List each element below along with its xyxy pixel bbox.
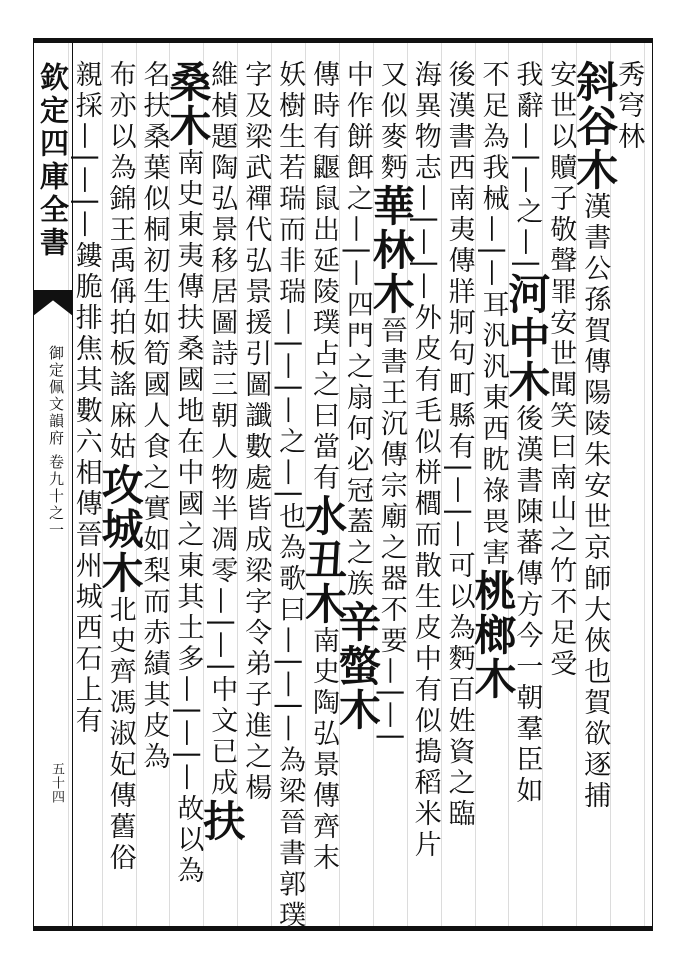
entry-text: 晉書王沉傳宗廟之器不要—|—| (375, 316, 407, 746)
entry-text: 字及梁武禪代弘景援引圖讖數處皆成梁字令弟子進之楊 (240, 60, 272, 804)
entry-text: 林 (613, 122, 645, 153)
page-number: 五十四 (49, 762, 64, 804)
column-rule (508, 43, 509, 926)
entry-text: 妖樹生若瑞而非瑞—|—|—之—|也 (274, 60, 306, 534)
column-rule (542, 43, 543, 926)
column-rule (271, 43, 272, 926)
entry-text: 傳時有鼴鼠出延陵璞占之曰當有 (308, 60, 339, 494)
column-rule (237, 43, 238, 926)
entry-text: 南史東夷傳扶桑國地在中國之東其土多—|—|—故以為 (172, 148, 204, 888)
column-rule (305, 43, 306, 926)
book-title: 欽定四庫全書 (36, 62, 70, 260)
column-rule (169, 43, 170, 926)
column-rule (644, 43, 645, 926)
entry-heading: 攻城木 (95, 463, 145, 595)
column-rule (373, 43, 374, 926)
entry-text: 不足為我械 (477, 60, 509, 215)
entry-text: —|—耳汎汎東西眈祿畏害 (477, 215, 509, 570)
entry-text: 又似麥麪 (375, 60, 407, 184)
entry-heading: 辛螫木 (332, 600, 382, 733)
entry-text: 晉書郭璞 (274, 807, 306, 932)
entry-text: 相傳晉州城西石上有 (70, 458, 102, 738)
entry-text: 北史齊馮淑妃傳舊俗 (104, 595, 136, 874)
entry-text: 維楨題陶弘景移居圖詩三朝人物半凋零—|—|中文已成 (206, 60, 238, 800)
entry-text: 安世以贖子敬聲罪安世聞笑曰南山之竹不足受 (545, 60, 577, 680)
column-rule (68, 43, 69, 926)
edition-title (40, 345, 66, 539)
entry-text: 中作餅餌 (341, 60, 373, 184)
entry-heading: 桃榔木 (468, 569, 518, 702)
column-rule (102, 43, 103, 926)
entry-heading: 桑木 (163, 60, 213, 148)
entry-heading: 河中木 (502, 272, 552, 405)
entry-text: 親採—|—|—鏤脆排焦其數六 (70, 60, 102, 459)
entry-text: 海異物志—|—|—外皮有毛似栟櫚而散生皮中有似搗稻米片 (409, 60, 441, 862)
entry-heading: 華林木 (366, 184, 416, 316)
entry-heading: 扶 (197, 799, 247, 844)
entry-text: 布亦以為錦王禹偁拍板謠麻姑 (104, 60, 136, 463)
column-rule (576, 43, 577, 926)
entry-text: 名扶桑葉似桐初生如筍國人食之實如梨而赤績其皮為 (138, 60, 170, 773)
column-rule (475, 43, 476, 926)
entry-text: 南史陶弘景傳齊末 (308, 626, 339, 874)
entry-heading: 水丑木 (299, 494, 348, 626)
entry-text: 後漢書西南夷傳牂牁句町縣有|—|—可以為麪百姓資之臨 (443, 60, 475, 831)
column-rule (407, 43, 408, 926)
entry-heading: 斜谷木 (570, 60, 620, 192)
entry-text: 我辭—|—之—| (511, 60, 543, 273)
entry-text: 之—|—四門之扇何必冠蓋之族 (341, 184, 373, 601)
column-rule (136, 43, 137, 926)
column-rule (203, 43, 204, 926)
folio-label: 卷九十之一 (47, 453, 65, 539)
entry-text: 漢書公孫賀傳陽陵朱安世京師大俠也賀欲逐捕 (579, 192, 611, 812)
edition-name: 御定佩文韻府 (47, 345, 65, 447)
entry-text: 秀穹 (613, 60, 645, 122)
entry-text: 後漢書陳蕃傳方今一朝羣臣如 (511, 404, 543, 808)
entry-text: 為歌曰—|—|—為梁 (274, 533, 306, 808)
column-rule (441, 43, 442, 926)
column-rule (339, 43, 340, 926)
column-rule (610, 43, 611, 926)
